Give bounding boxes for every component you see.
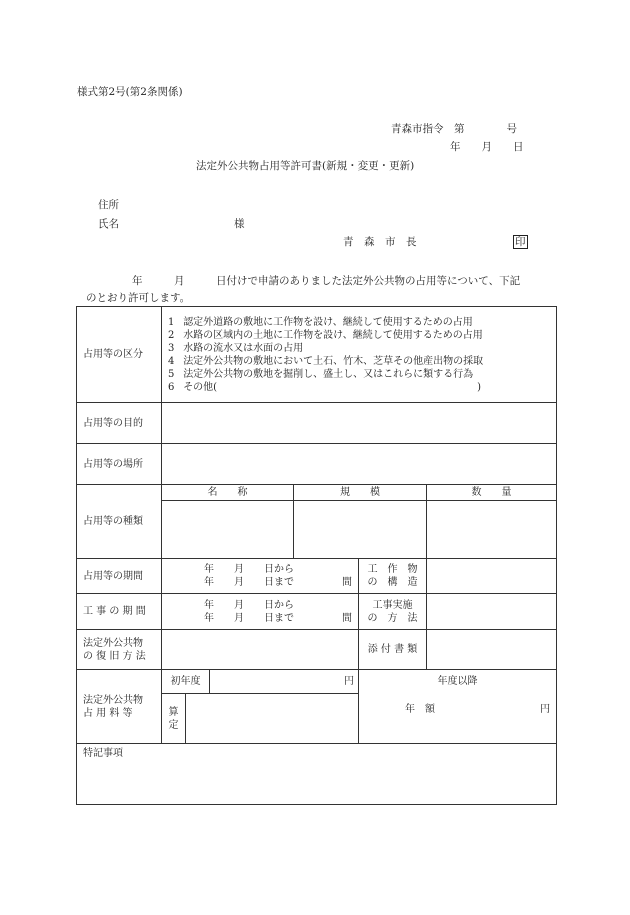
form-number: 様式第2号(第2条関係) [77,86,183,98]
annual-yen: 円 [540,704,551,715]
row-fee-first [77,670,557,694]
seal-text: 印 [515,236,526,248]
category-item: 6 その他( ) [168,381,481,393]
category-item: 2 水路の区域内の土地に工作物を設け、継続して使用するための占用 [168,329,483,341]
construction-label: 工 事 の 期 間 [77,594,162,630]
issue-date: 年 月 日 [450,141,524,153]
construction-from: 年 月 日から [204,599,294,611]
row-period [77,559,557,594]
first-year-yen: 円 [210,670,359,694]
period-to: 年 月 日まで [204,577,294,588]
row-type-header [77,485,557,501]
first-year-label: 初年度 [162,670,210,694]
restoration-value[interactable] [162,630,359,670]
construction-dates [162,594,359,630]
address-label: 住所 [98,199,119,211]
row-notes [77,744,557,805]
category-item: 3 水路の流水又は水面の占用 [168,342,304,354]
restoration-label: 法定外公共物 の 復 旧 方 法 [77,630,162,670]
period-label: 占用等の期間 [77,559,162,594]
later-years-cell [359,670,557,744]
permit-table [76,306,557,805]
honorific: 様 [234,218,245,230]
method-label: 工事実施 の 方 法 [359,594,427,630]
document-title: 法定外公共物占用等許可書(新規・変更・更新) [196,160,415,172]
name-label: 氏名 [98,218,119,230]
later-years-label: 年度以降 [437,676,478,687]
calc-label: 算 定 [162,694,186,744]
col-name-header: 名 称 [162,485,294,501]
purpose-value[interactable] [162,403,557,444]
construction-kan: 間 [342,612,352,624]
order-number: 青森市指令 第 号 [391,123,517,135]
annual-fee [359,703,556,716]
category-item: 4 法定外公共物の敷地において土石、竹木、芝草その他産出物の採取 [168,355,484,367]
row-purpose [77,403,557,444]
purpose-label: 占用等の目的 [77,403,162,444]
type-scale-value[interactable] [294,501,427,559]
type-name-value[interactable] [162,501,294,559]
body-line-2: のとおり許可します。 [86,292,191,304]
period-from: 年 月 日から [204,564,294,575]
category-list [162,307,557,403]
category-label: 占用等の区分 [77,307,162,403]
place-label: 占用等の場所 [77,444,162,485]
period-kan: 間 [342,577,352,588]
calc-value[interactable] [186,694,359,744]
construction-to: 年 月 日まで [204,612,294,624]
type-quantity-value[interactable] [427,501,557,559]
row-construction [77,594,557,630]
body-line-1: 年 月 日付けで申請のありました法定外公共物の占用等について、下記 [132,275,521,287]
issuer-name: 青 森 市 長 [343,236,417,248]
col-scale-header: 規 模 [294,485,427,501]
annual-label: 年 額 [405,704,435,715]
category-item: 5 法定外公共物の敷地を掘削し、盛土し、又はこれらに類する行為 [168,368,474,380]
attachment-label: 添 付 書 類 [359,630,427,670]
attachment-value[interactable] [427,630,557,670]
period-dates [162,559,359,594]
structure-label: 工 作 物 の 構 造 [359,559,427,594]
fee-label: 法定外公共物 占 用 料 等 [77,670,162,744]
row-place [77,444,557,485]
category-item: 1 認定外道路の敷地に工作物を設け、継続して使用するための占用 [168,316,473,328]
notes-cell[interactable] [77,744,557,805]
method-value[interactable] [427,594,557,630]
structure-value[interactable] [427,559,557,594]
row-restoration [77,630,557,670]
place-value[interactable] [162,444,557,485]
row-category [77,307,557,403]
type-label: 占用等の種類 [77,485,162,559]
notes-label: 特記事項 [83,748,123,759]
seal-mark [513,235,528,249]
col-quantity-header: 数 量 [427,485,557,501]
